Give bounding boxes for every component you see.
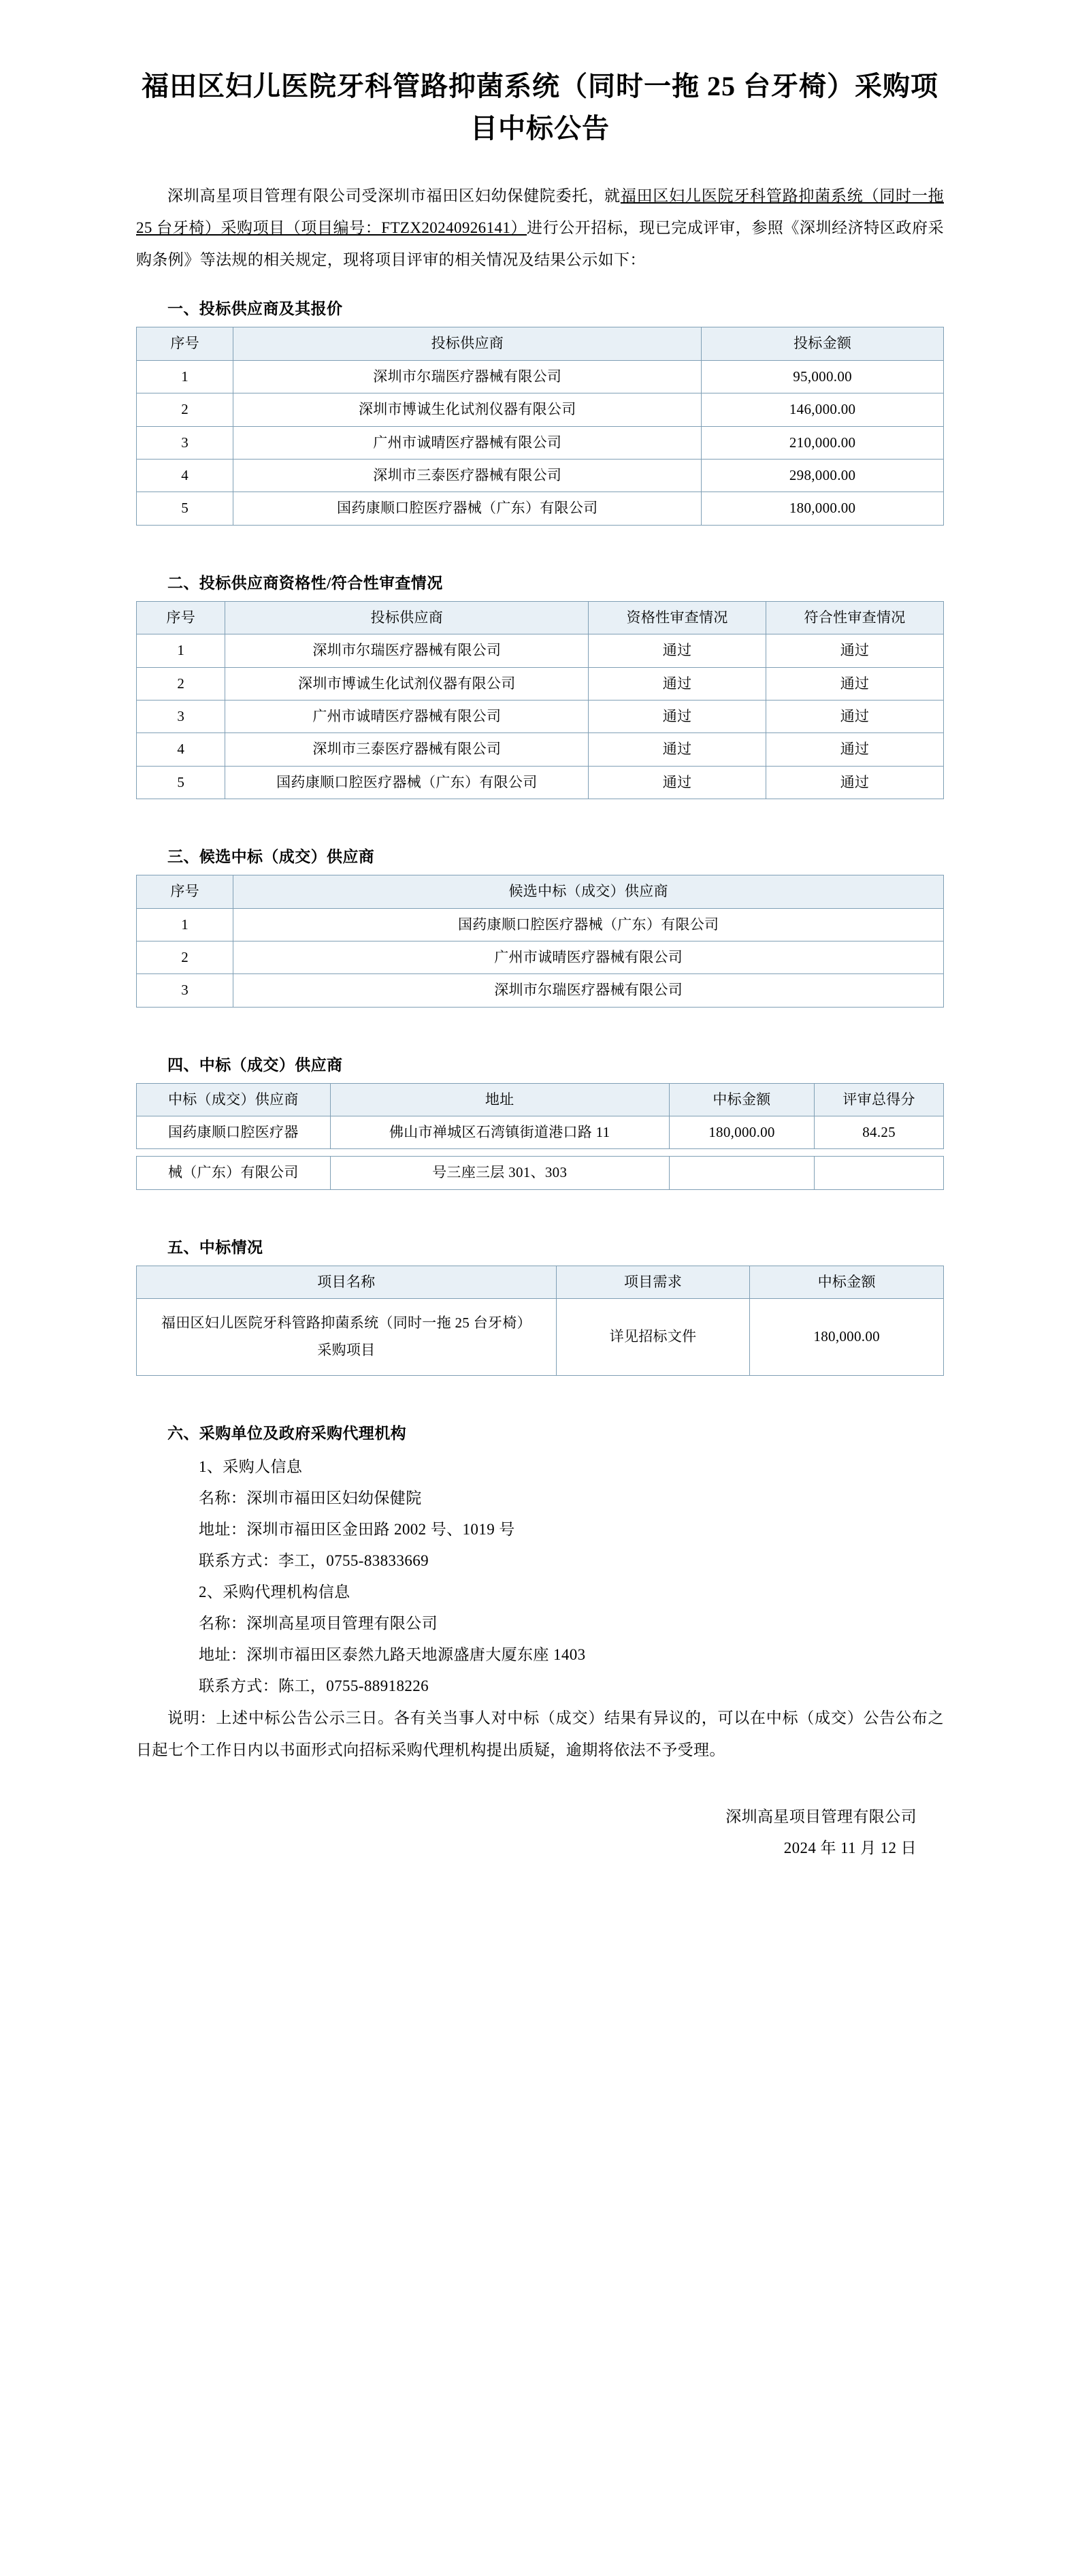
section-heading-4: 四、中标（成交）供应商: [167, 1056, 343, 1074]
cell-qualification: 通过: [589, 634, 766, 667]
table-header-row: [137, 1083, 944, 1116]
cell-score-cont: [815, 1157, 944, 1189]
table-header-row: [137, 601, 944, 634]
cell-index: 1: [137, 908, 233, 941]
table-row: [137, 766, 944, 799]
table-5-wrapper: [136, 1266, 944, 1376]
table-1-wrapper: [136, 327, 944, 525]
cell-amount: 180,000.00: [702, 492, 944, 525]
spacer: [136, 1014, 944, 1032]
th-address: 地址: [330, 1083, 669, 1116]
cell-project-requirement: 详见招标文件: [556, 1299, 750, 1376]
cell-compliance: 通过: [766, 766, 944, 799]
th-amount: 中标金额: [669, 1083, 814, 1116]
table-header-row: [137, 327, 944, 360]
cell-compliance: 通过: [766, 700, 944, 732]
purchaser-address: 地址：深圳市福田区金田路 2002 号、1019 号: [199, 1521, 515, 1539]
cell-amount-cont: [669, 1157, 814, 1189]
th-award-amount: 中标金额: [750, 1266, 944, 1298]
th-bidder: 投标供应商: [233, 327, 702, 360]
cell-index: 2: [137, 941, 233, 973]
th-qualification: 资格性审查情况: [589, 601, 766, 634]
th-winner: 中标（成交）供应商: [137, 1083, 331, 1116]
table-row: [137, 941, 944, 973]
cell-qualification: 通过: [589, 700, 766, 732]
cell-index: 3: [137, 974, 233, 1007]
page-title: 福田区妇儿医院牙科管路抑菌系统（同时一拖 25 台牙椅）采购项目中标公告: [142, 71, 938, 144]
bidders-price-table: [136, 327, 944, 525]
cell-score: 84.25: [815, 1116, 944, 1149]
cell-index: 4: [137, 459, 233, 492]
table-row: [137, 393, 944, 426]
table-2-wrapper: [136, 601, 944, 799]
winner-detail-table: [136, 1083, 944, 1150]
purchaser-info-block: [136, 1451, 944, 1702]
th-index: 序号: [137, 327, 233, 360]
purchaser-name: 名称：深圳市福田区妇幼保健院: [199, 1490, 422, 1507]
cell-qualification: 通过: [589, 766, 766, 799]
spacer: [136, 1197, 944, 1214]
cell-winner-cont: 械（广东）有限公司: [137, 1157, 331, 1189]
award-summary-table: [136, 1266, 944, 1376]
cell-bidder: 深圳市三泰医疗器械有限公司: [225, 733, 589, 766]
cell-index: 3: [137, 700, 225, 732]
agency-address: 地址：深圳市福田区泰然九路天地源盛唐大厦东座 1403: [199, 1646, 586, 1664]
table-row: [137, 492, 944, 525]
cell-qualification: 通过: [589, 667, 766, 700]
cell-index: 2: [137, 393, 233, 426]
table-row: [137, 974, 944, 1007]
section-heading-3: 三、候选中标（成交）供应商: [167, 848, 375, 866]
cell-bidder: 深圳市三泰医疗器械有限公司: [233, 459, 702, 492]
table-row: [137, 733, 944, 766]
candidate-winners-table: [136, 875, 944, 1008]
cell-bidder: 深圳市尔瑞医疗器械有限公司: [233, 360, 702, 393]
cell-index: 1: [137, 360, 233, 393]
spacer: [136, 806, 944, 824]
cell-award-amount: 180,000.00: [750, 1299, 944, 1376]
section-heading-6: 六、采购单位及政府采购代理机构: [167, 1425, 406, 1443]
cell-compliance: 通过: [766, 634, 944, 667]
cell-bidder: 国药康顺口腔医疗器械（广东）有限公司: [225, 766, 589, 799]
table-header-row: [137, 1266, 944, 1298]
note-paragraph: 说明：上述中标公告公示三日。各有关当事人对中标（成交）结果有异议的，可以在中标（成交）公告公布之日起七个工作日内以书面形式向招标采购代理机构提出质疑，逾期将依法不予受理。: [136, 1709, 944, 1759]
cell-index: 2: [137, 667, 225, 700]
table-row: [137, 908, 944, 941]
cell-address-cont: 号三座三层 301、303: [330, 1157, 669, 1189]
cell-amount: 146,000.00: [702, 393, 944, 426]
cell-qualification: 通过: [589, 733, 766, 766]
th-project-name: 项目名称: [137, 1266, 557, 1298]
cell-index: 5: [137, 766, 225, 799]
agency-info-title: 2、采购代理机构信息: [199, 1583, 350, 1601]
signature-block: [136, 1801, 944, 1864]
th-compliance: 符合性审查情况: [766, 601, 944, 634]
purchaser-contact: 联系方式：李工，0755-83833669: [199, 1552, 429, 1570]
cell-compliance: 通过: [766, 733, 944, 766]
signature-company: 深圳高星项目管理有限公司: [725, 1808, 917, 1826]
th-index: 序号: [137, 875, 233, 908]
intro-paragraph: [136, 180, 944, 276]
cell-amount: 210,000.00: [702, 426, 944, 459]
cell-address: 佛山市禅城区石湾镇街道港口路 11: [330, 1116, 669, 1149]
cell-index: 4: [137, 733, 225, 766]
cell-winner: 国药康顺口腔医疗器: [137, 1116, 331, 1149]
agency-contact: 联系方式：陈工，0755-88918226: [199, 1677, 429, 1695]
cell-compliance: 通过: [766, 667, 944, 700]
agency-name: 名称：深圳高星项目管理有限公司: [199, 1615, 438, 1632]
cell-index: 3: [137, 426, 233, 459]
th-index: 序号: [137, 601, 225, 634]
th-score: 评审总得分: [815, 1083, 944, 1116]
cell-bidder: 深圳市尔瑞医疗器械有限公司: [225, 634, 589, 667]
cell-bidder: 广州市诚晴医疗器械有限公司: [225, 700, 589, 732]
cell-amount: 298,000.00: [702, 459, 944, 492]
cell-candidate: 广州市诚晴医疗器械有限公司: [233, 941, 944, 973]
spacer: [136, 532, 944, 550]
th-project-requirement: 项目需求: [556, 1266, 750, 1298]
cell-bidder: 深圳市博诚生化试剂仪器有限公司: [225, 667, 589, 700]
table-row: [137, 459, 944, 492]
cell-amount: 180,000.00: [669, 1116, 814, 1149]
cell-bidder: 深圳市博诚生化试剂仪器有限公司: [233, 393, 702, 426]
table-row: [137, 634, 944, 667]
cell-index: 5: [137, 492, 233, 525]
table-header-row: [137, 875, 944, 908]
cell-candidate: 国药康顺口腔医疗器械（广东）有限公司: [233, 908, 944, 941]
intro-text-1: 深圳高星项目管理有限公司受深圳市福田区妇幼保健院委托，就: [167, 187, 621, 204]
qualification-review-table: [136, 601, 944, 799]
cell-project-name: 福田区妇儿医院牙科管路抑菌系统（同时一拖 25 台牙椅）采购项目: [137, 1299, 557, 1376]
table-row: [137, 360, 944, 393]
spacer: [136, 1383, 944, 1400]
intro-text-2: 进行公开招标，现已完成评审，参照《深圳经济特区政府采购条例》等法规的相关规定，现将项目评审的相关情况及结果公示如下：: [136, 219, 944, 269]
section-heading-2: 二、投标供应商资格性/符合性审查情况: [167, 574, 443, 592]
signature-date: 2024 年 11 月 12 日: [783, 1839, 917, 1857]
cell-bidder: 国药康顺口腔医疗器械（广东）有限公司: [233, 492, 702, 525]
table-4-wrapper: [136, 1083, 944, 1190]
cell-amount: 95,000.00: [702, 360, 944, 393]
section-heading-5: 五、中标情况: [167, 1238, 263, 1256]
cell-candidate: 深圳市尔瑞医疗器械有限公司: [233, 974, 944, 1007]
table-row: [137, 1157, 944, 1189]
table-row: [137, 426, 944, 459]
purchaser-info-title: 1、采购人信息: [199, 1458, 303, 1476]
cell-bidder: 广州市诚晴医疗器械有限公司: [233, 426, 702, 459]
winner-detail-table-continued: [136, 1156, 944, 1189]
th-bidder: 投标供应商: [225, 601, 589, 634]
th-amount: 投标金额: [702, 327, 944, 360]
cell-index: 1: [137, 634, 225, 667]
table-row: [137, 700, 944, 732]
intro-text-underlined: 福田区妇儿医院牙科管路抑菌系统（同时一拖 25 台牙椅）采购项目（项目编号：FTZX20240926141）: [136, 187, 945, 237]
th-candidate: 候选中标（成交）供应商: [233, 875, 944, 908]
table-row: [137, 1116, 944, 1149]
table-3-wrapper: [136, 875, 944, 1008]
table-row: [137, 667, 944, 700]
table-row: [137, 1299, 944, 1376]
section-heading-1: 一、投标供应商及其报价: [167, 300, 343, 318]
